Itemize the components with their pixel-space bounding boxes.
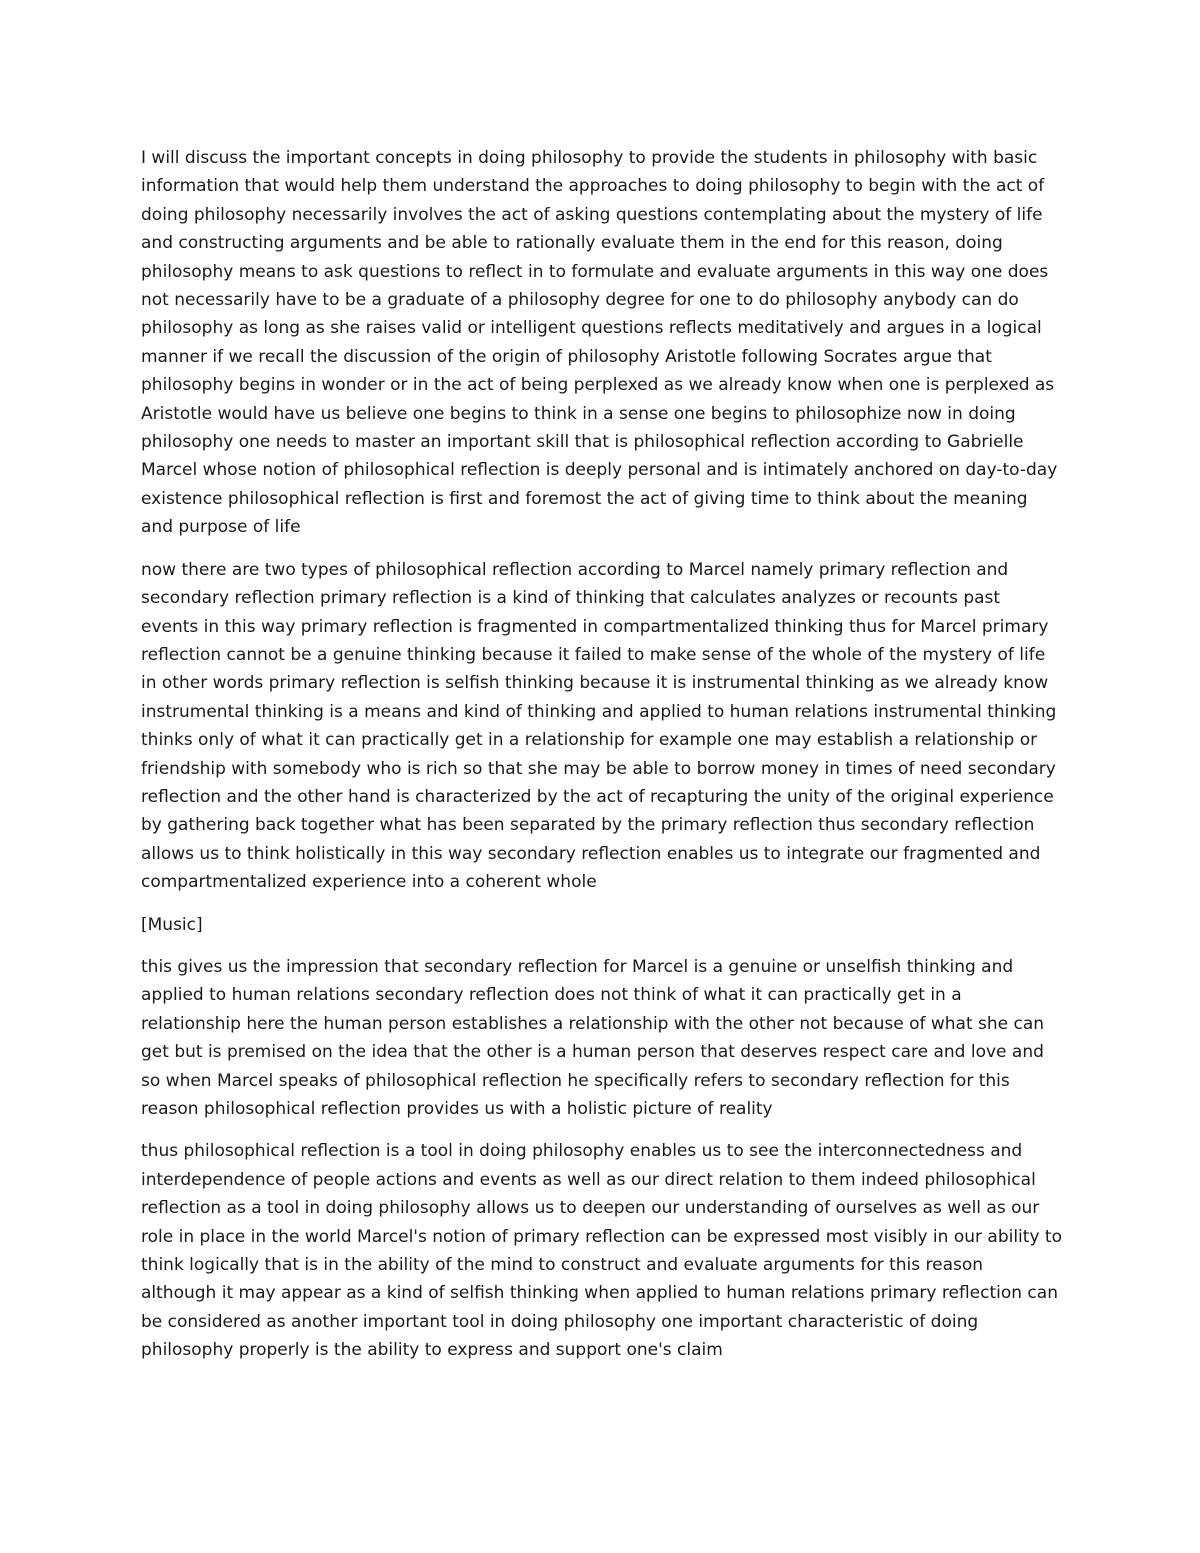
- paragraph-reflection-types: now there are two types of philosophical reflection according to Marcel namely primary reflection and secondary reflection primary reflection is a kind of thinking that calculates analyzes or recounts past events in this way primary reflection is fragmented in compartmentalized thinking thus for Marcel primary reflection cannot be a genuine thinking because it failed to make sense of the whole of the mystery of life in other words primary reflection is selfish thinking because it is instrumental thinking as we already know instrumental thinking is a means and kind of thinking and applied to human relations instrumental thinking thinks only of what it can practically get in a relationship for example one may establish a relationship or friendship with somebody who is rich so that she may be able to borrow money in times of need secondary reflection and the other hand is characterized by the act of recapturing the unity of the original experience by gathering back together what has been separated by the primary reflection thus secondary reflection allows us to think holistically in this way secondary reflection enables us to integrate our fragmented and compartmentalized experience into a coherent whole: [141, 559, 1057, 893]
- paragraph-secondary-reflection: this gives us the impression that secondary reflection for Marcel is a genuine or unselfish thinking and applied to human relations secondary reflection does not think of what it can practically get in a relationship here the human person establishes a relationship with the other not because of what she can get but is premised on the idea that the other is a human person that deserves respect care and love and so when Marcel speaks of philosophical reflection he specifically refers to secondary reflection for this reason philosophical reflection provides us with a holistic picture of reality: [141, 956, 1045, 1119]
- paragraph-music-cue: [Music]: [141, 914, 203, 935]
- paragraph-conclusion: thus philosophical reflection is a tool in doing philosophy enables us to see the interconnectedness and interdependence of people actions and events as well as our direct relation to them indeed philosophical reflection as a tool in doing philosophy allows us to deepen our understanding of ourselves as well as our role in place in the world Marcel's notion of primary reflection can be expressed most visibly in our ability to think logically that is in the ability of the mind to construct and evaluate arguments for this reason although it may appear as a kind of selfish thinking when applied to human relations primary reflection can be considered as another important tool in doing philosophy one important characteristic of doing philosophy properly is the ability to express and support one's claim: [141, 1141, 1062, 1361]
- paragraph-intro: I will discuss the important concepts in doing philosophy to provide the students in philosophy with basic information that would help them understand the approaches to doing philosophy to begin with the act of doing philosophy necessarily involves the act of asking questions contemplating about the mystery of life and constructing arguments and be able to rationally evaluate them in the end for this reason, doing philosophy means to ask questions to reflect in to formulate and evaluate arguments in this way one does not necessarily have to be a graduate of a philosophy degree for one to do philosophy anybody can do philosophy as long as she raises valid or intelligent questions reflects meditatively and argues in a logical manner if we recall the discussion of the origin of philosophy Aristotle following Socrates argue that philosophy begins in wonder or in the act of being perplexed as we already know when one is perplexed as Aristotle would have us believe one begins to think in a sense one begins to philosophize now in doing philosophy one needs to master an important skill that is philosophical reflection according to Gabrielle Marcel whose notion of philosophical reflection is deeply personal and is intimately anchored on day-to-day existence philosophical reflection is first and foremost the act of giving time to think about the meaning and purpose of life: [141, 148, 1058, 538]
- document-body: [141, 144, 1062, 1379]
